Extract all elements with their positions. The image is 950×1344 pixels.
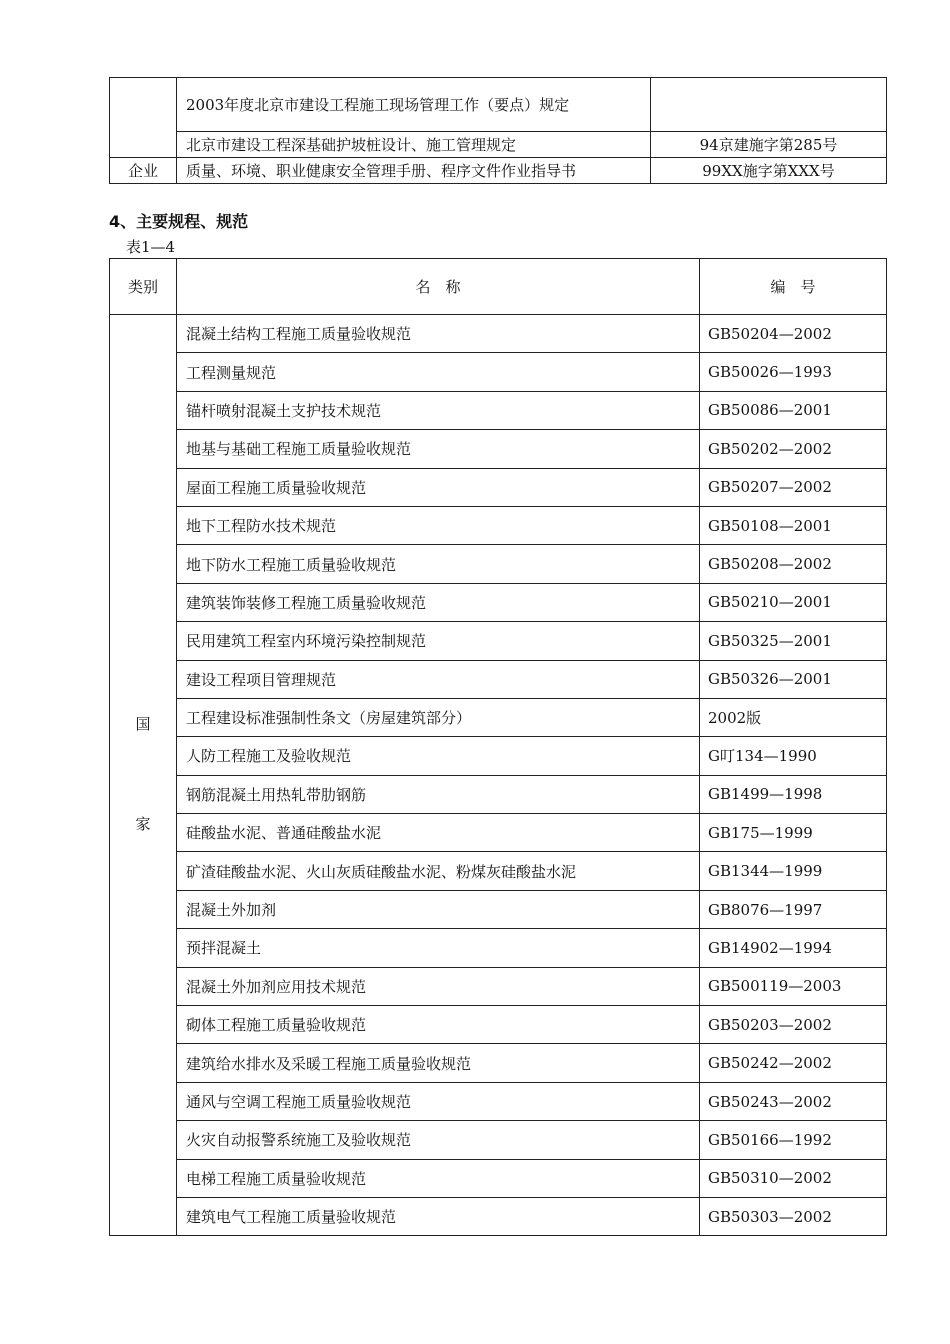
table-row: [110, 430, 887, 468]
table-header-row: [110, 259, 887, 315]
table-row: [110, 468, 887, 506]
table-row: [110, 737, 887, 775]
standards-table: [109, 258, 887, 1236]
table-row: [110, 78, 887, 132]
standard-code: GB50026—1993: [700, 353, 887, 391]
standard-code: GB50326—2001: [700, 660, 887, 698]
standard-name: 锚杆喷射混凝土支护技术规范: [177, 391, 700, 429]
table-row: [110, 583, 887, 621]
standard-name: 钢筋混凝土用热轧带肋钢筋: [177, 775, 700, 813]
category-cell: [110, 78, 177, 158]
standard-name: 通风与空调工程施工质量验收规范: [177, 1082, 700, 1120]
standard-name: 建筑电气工程施工质量验收规范: [177, 1197, 700, 1235]
standard-code: GB50310—2002: [700, 1159, 887, 1197]
standard-code: GB1499—1998: [700, 775, 887, 813]
standard-code: GB50202—2002: [700, 430, 887, 468]
standard-code: GB500119—2003: [700, 967, 887, 1005]
table-row: [110, 698, 887, 736]
table-row: [110, 158, 887, 184]
category-cell: 企业: [110, 158, 177, 184]
table-row: [110, 132, 887, 158]
standard-code: GB50325—2001: [700, 622, 887, 660]
standard-code: GB50086—2001: [700, 391, 887, 429]
standard-code: G叮134—1990: [700, 737, 887, 775]
standard-name: 火灾自动报警系统施工及验收规范: [177, 1121, 700, 1159]
table-row: [110, 890, 887, 928]
standard-code: GB50242—2002: [700, 1044, 887, 1082]
category-char: 家: [135, 815, 151, 833]
standard-code: GB50210—2001: [700, 583, 887, 621]
standard-name: 砌体工程施工质量验收规范: [177, 1006, 700, 1044]
header-category: 类别: [110, 259, 177, 315]
header-code: 编 号: [700, 259, 887, 315]
standard-name: 民用建筑工程室内环境污染控制规范: [177, 622, 700, 660]
standard-code: GB50207—2002: [700, 468, 887, 506]
category-char: 国: [135, 715, 151, 733]
standard-code: GB50204—2002: [700, 315, 887, 353]
table-row: [110, 814, 887, 852]
regulation-name: 北京市建设工程深基础护坡桩设计、施工管理规定: [177, 132, 651, 158]
standard-name: 电梯工程施工质量验收规范: [177, 1159, 700, 1197]
section-heading: 4、主要规程、规范: [109, 212, 249, 231]
table-row: [110, 1044, 887, 1082]
table-row: [110, 852, 887, 890]
standard-code: 2002版: [700, 698, 887, 736]
table-row: [110, 353, 887, 391]
table-row: [110, 1159, 887, 1197]
regulations-table-continued: [109, 77, 887, 184]
header-name: 名 称: [177, 259, 700, 315]
regulation-name: 质量、环境、职业健康安全管理手册、程序文件作业指导书: [177, 158, 651, 184]
standard-name: 混凝土外加剂应用技术规范: [177, 967, 700, 1005]
table-row: [110, 391, 887, 429]
standard-code: GB50208—2002: [700, 545, 887, 583]
standard-name: 工程测量规范: [177, 353, 700, 391]
standard-name: 建设工程项目管理规范: [177, 660, 700, 698]
standard-name: 混凝土外加剂: [177, 890, 700, 928]
table-row: [110, 1082, 887, 1120]
table-row: [110, 622, 887, 660]
standard-name: 预拌混凝土: [177, 929, 700, 967]
standard-name: 地下防水工程施工质量验收规范: [177, 545, 700, 583]
category-cell: [110, 315, 177, 1236]
standard-name: 地基与基础工程施工质量验收规范: [177, 430, 700, 468]
standard-code: GB50166—1992: [700, 1121, 887, 1159]
table-row: [110, 660, 887, 698]
table-row: [110, 929, 887, 967]
standard-code: GB1344—1999: [700, 852, 887, 890]
standard-code: GB50203—2002: [700, 1006, 887, 1044]
table-row: [110, 967, 887, 1005]
standard-name: 矿渣硅酸盐水泥、火山灰质硅酸盐水泥、粉煤灰硅酸盐水泥: [177, 852, 700, 890]
standard-code: GB50108—2001: [700, 506, 887, 544]
standard-code: GB175—1999: [700, 814, 887, 852]
standard-name: 建筑给水排水及采暖工程施工质量验收规范: [177, 1044, 700, 1082]
standard-name: 人防工程施工及验收规范: [177, 737, 700, 775]
standard-name: 建筑装饰装修工程施工质量验收规范: [177, 583, 700, 621]
regulation-code: 94京建施字第285号: [651, 132, 887, 158]
table-caption: 表1—4: [126, 238, 176, 256]
standard-code: GB50303—2002: [700, 1197, 887, 1235]
regulation-code: 99XX施字第XXX号: [651, 158, 887, 184]
regulation-code: [651, 78, 887, 132]
standard-code: GB50243—2002: [700, 1082, 887, 1120]
table-row: [110, 1197, 887, 1235]
standard-name: 屋面工程施工质量验收规范: [177, 468, 700, 506]
regulation-name: 2003年度北京市建设工程施工现场管理工作（要点）规定: [177, 78, 651, 132]
standard-code: GB14902—1994: [700, 929, 887, 967]
table-row: [110, 315, 887, 353]
table-row: [110, 506, 887, 544]
standard-code: GB8076—1997: [700, 890, 887, 928]
standard-name: 混凝土结构工程施工质量验收规范: [177, 315, 700, 353]
table-row: [110, 1121, 887, 1159]
standard-name: 硅酸盐水泥、普通硅酸盐水泥: [177, 814, 700, 852]
table-row: [110, 545, 887, 583]
table-row: [110, 775, 887, 813]
standard-name: 地下工程防水技术规范: [177, 506, 700, 544]
standard-name: 工程建设标准强制性条文（房屋建筑部分）: [177, 698, 700, 736]
table-row: [110, 1006, 887, 1044]
